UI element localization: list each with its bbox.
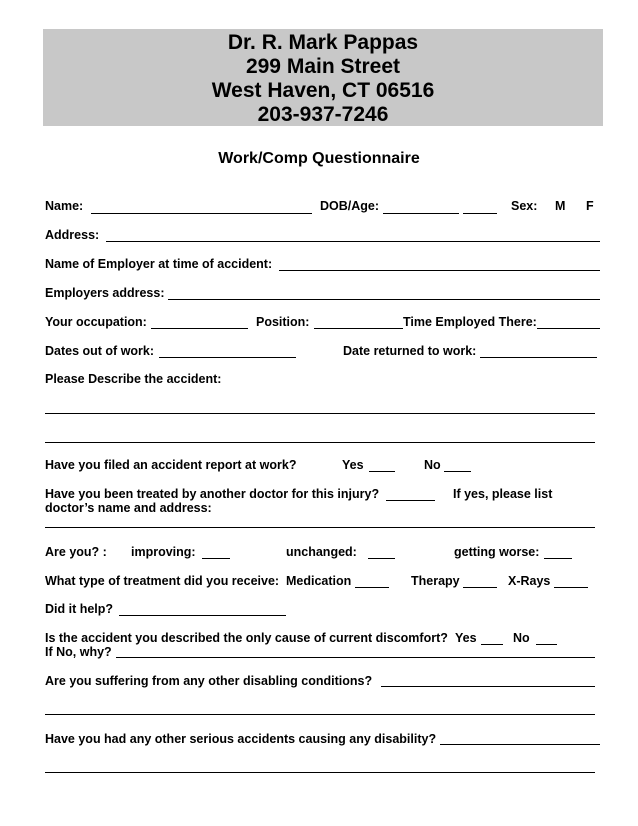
- address-label: Address:: [45, 228, 100, 242]
- only-cause-no-field[interactable]: [536, 644, 557, 645]
- doctor-name-address-label: doctor’s name and address:: [45, 501, 212, 515]
- sex-option-f[interactable]: F: [586, 199, 594, 213]
- did-help-field[interactable]: [119, 615, 286, 616]
- employer-field[interactable]: [279, 270, 600, 271]
- name-label: Name:: [45, 199, 84, 213]
- other-accidents-label: Have you had any other serious accidents causing any disability?: [45, 732, 437, 746]
- city-state-zip: West Haven, CT 06516: [211, 79, 435, 102]
- other-accidents-field[interactable]: [440, 744, 600, 745]
- other-conditions-field[interactable]: [381, 686, 595, 687]
- dob-age-label: DOB/Age:: [320, 199, 380, 213]
- improving-field[interactable]: [202, 558, 230, 559]
- occupation-label: Your occupation:: [45, 315, 147, 329]
- sex-option-m[interactable]: M: [555, 199, 566, 213]
- xrays-field[interactable]: [554, 587, 588, 588]
- therapy-field[interactable]: [463, 587, 497, 588]
- date-returned-field[interactable]: [480, 357, 597, 358]
- other-conditions-line[interactable]: [45, 714, 595, 715]
- filed-report-yes-field[interactable]: [369, 471, 395, 472]
- phone-number: 203-937-7246: [257, 103, 389, 126]
- describe-line-1[interactable]: [45, 413, 595, 414]
- treated-other-label: Have you been treated by another doctor for this injury?: [45, 487, 380, 501]
- date-returned-label: Date returned to work:: [343, 344, 477, 358]
- position-label: Position:: [256, 315, 310, 329]
- occupation-field[interactable]: [151, 328, 248, 329]
- improving-label: improving:: [131, 545, 196, 559]
- did-help-label: Did it help?: [45, 602, 114, 616]
- xrays-label: X-Rays: [508, 574, 551, 588]
- if-no-why-label: If No, why?: [45, 645, 112, 659]
- employer-address-label: Employers address:: [45, 286, 165, 300]
- filed-report-label: Have you filed an accident report at work?: [45, 458, 297, 472]
- if-no-why-field[interactable]: [116, 657, 595, 658]
- only-cause-yes-field[interactable]: [481, 644, 503, 645]
- filed-report-no-label: No: [424, 458, 441, 472]
- address-field[interactable]: [106, 241, 600, 242]
- letterhead: [43, 29, 603, 126]
- sex-label: Sex:: [511, 199, 538, 213]
- unchanged-field[interactable]: [368, 558, 395, 559]
- are-you-label: Are you? :: [45, 545, 107, 559]
- employer-address-field[interactable]: [168, 299, 600, 300]
- dates-out-field[interactable]: [159, 357, 296, 358]
- treatment-type-label: What type of treatment did you receive:: [45, 574, 280, 588]
- position-field[interactable]: [314, 328, 403, 329]
- describe-label: Please Describe the accident:: [45, 372, 222, 386]
- street-address: 299 Main Street: [245, 55, 401, 78]
- doctor-name: Dr. R. Mark Pappas: [227, 31, 419, 54]
- if-yes-list-label: If yes, please list: [453, 487, 553, 501]
- age-field[interactable]: [463, 213, 497, 214]
- filed-report-yes-label: Yes: [342, 458, 364, 472]
- dates-out-label: Dates out of work:: [45, 344, 155, 358]
- filed-report-no-field[interactable]: [444, 471, 471, 472]
- other-conditions-label: Are you suffering from any other disabling conditions?: [45, 674, 373, 688]
- form-title: Work/Comp Questionnaire: [218, 150, 420, 167]
- other-accidents-line[interactable]: [45, 772, 595, 773]
- medication-field[interactable]: [355, 587, 389, 588]
- getting-worse-label: getting worse:: [454, 545, 540, 559]
- time-employed-field[interactable]: [537, 328, 600, 329]
- only-cause-yes-label: Yes: [455, 631, 477, 645]
- name-field[interactable]: [91, 213, 312, 214]
- only-cause-label: Is the accident you described the only cause of current discomfort?: [45, 631, 448, 645]
- describe-line-2[interactable]: [45, 442, 595, 443]
- doctor-name-address-line[interactable]: [45, 527, 595, 528]
- only-cause-no-label: No: [513, 631, 530, 645]
- unchanged-label: unchanged:: [286, 545, 357, 559]
- getting-worse-field[interactable]: [544, 558, 572, 559]
- time-employed-label: Time Employed There:: [403, 315, 537, 329]
- employer-label: Name of Employer at time of accident:: [45, 257, 273, 271]
- treated-other-field[interactable]: [386, 500, 435, 501]
- medication-label: Medication: [286, 574, 352, 588]
- dob-field[interactable]: [383, 213, 459, 214]
- therapy-label: Therapy: [411, 574, 460, 588]
